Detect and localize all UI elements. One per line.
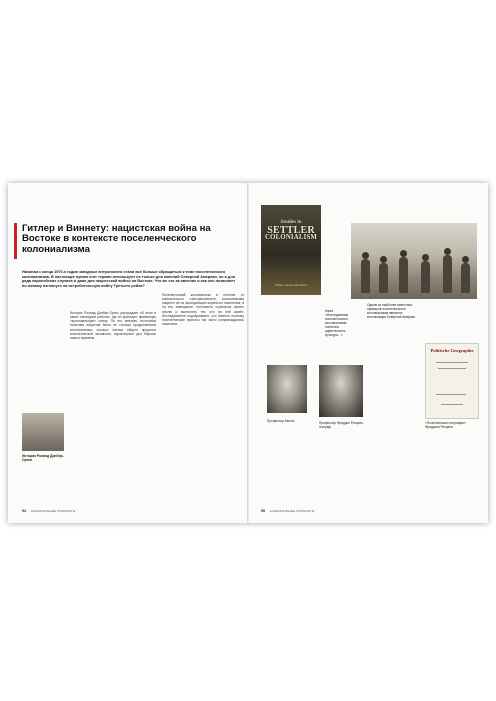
facsimile-title: Politische Geographie	[430, 348, 474, 353]
historical-photo-caption: Одним из наиболее известных примеров поселенческого колониализма является колонизация Северной Америки	[367, 303, 416, 319]
author-photo	[22, 413, 64, 451]
right-page	[249, 183, 488, 523]
portrait-ratzel	[319, 365, 363, 417]
portrait-kuenl-caption: Профессор Кюнль	[267, 419, 295, 423]
book-cover-title	[265, 219, 317, 242]
article-lead: Начиная с конца 1970-х годов западные антропологи стали все больше обращаться к теме поселенческого колониализма. В настоящее время этот термин используют не только для колоний Северной Америки, но и для ряда европейских случаев и даже для нацистской войны на Востоке. Что же это за явление и как оно позволяет по-новому взглянуть на истребительную войну Третьего рейха?	[22, 270, 236, 289]
portrait-ratzel-caption: Профессор Фридрих Ратцель, географ	[319, 421, 364, 429]
left-footer	[22, 509, 75, 513]
article-title: Гитлер и Виннету: нацистская война на Востоке в контексте поселенческого колониализма	[22, 223, 211, 255]
left-footer-label: НАЦИОНАЛЬНЫЕ ГОРИЗОНТЫ	[30, 509, 76, 513]
article-column-2: Поселенческий колониализм в отличие от классического «экстрактивного» колониализма нацелен не на эксплуатацию коренного населения, а на его замещение. Колонисты стремятся занять землю и вытеснить тех, кто на ней живёт. Исследователи подчёркивают, что именно поэтому поселенческие проекты так часто сопровождались насилием.	[162, 293, 244, 327]
title-accent-bar	[14, 223, 17, 259]
left-page	[8, 183, 247, 523]
historical-photo	[351, 223, 477, 299]
book-cover-line2: SETTLER	[267, 224, 315, 236]
book-cover-line1: Studies in	[280, 220, 302, 225]
portrait-kuenl	[267, 365, 307, 413]
left-page-number: 94	[22, 509, 26, 513]
right-page-number: 95	[261, 509, 265, 513]
facsimile-caption: «Политическая география» Фридриха Ратцеля	[425, 421, 466, 429]
book-cover-line3: COLONIALISM	[265, 234, 318, 242]
right-footer-label: НАЦИОНАЛЬНЫЕ ГОРИЗОНТЫ	[269, 509, 315, 513]
book-facsimile	[425, 343, 479, 419]
author-photo-caption: Историк Роланд Дэнбер-Ортис	[22, 454, 64, 463]
book-cover-subtitle: Politics, Identity and Culture	[274, 283, 308, 287]
book-cover-image	[261, 205, 321, 295]
book-caption: Книга «Исследования поселенческого колониализма: политика, идентичность, культура…»	[325, 309, 349, 337]
right-footer	[261, 509, 314, 513]
article-column-1: Историк Роланд Дэнбер-Ортис рассуждает об этом в своих последних работах, где он критикует привычную «колониальную» схему. По его мнению, восточная политика нацистов была не столько продолжением колониализма, сколько частью общего процесса поселенческой экспансии, характерного для Европы нового времени.	[70, 311, 156, 340]
magazine-spread	[8, 183, 488, 523]
